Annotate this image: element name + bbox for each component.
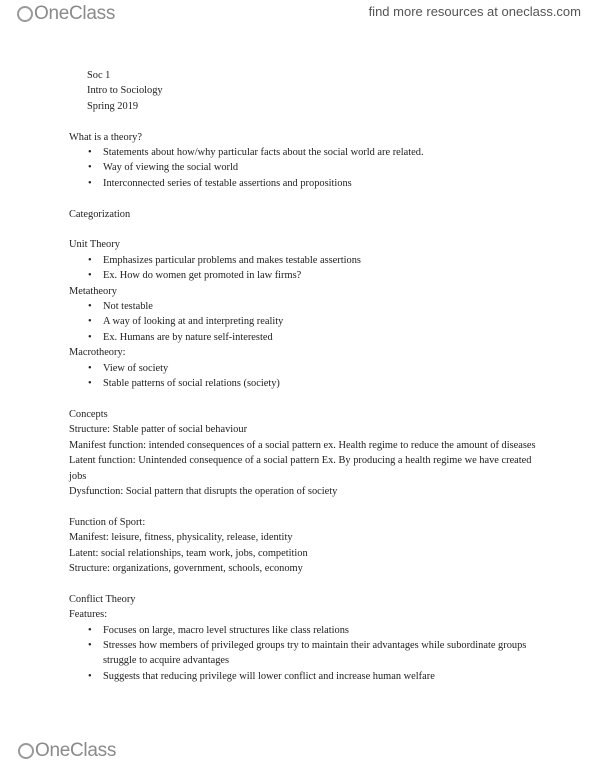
oneclass-logo-footer[interactable] <box>18 740 116 762</box>
section-heading-metatheory: Metatheory <box>69 285 117 297</box>
sport-line: Manifest: leisure, fitness, physicality, release, identity <box>69 532 293 544</box>
logo-wordmark: OneClass <box>34 3 116 24</box>
unit-theory-bullet-list <box>69 253 539 284</box>
section-heading-sport: Function of Sport: <box>69 516 146 528</box>
concept-line: Structure: Stable patter of social behaviour <box>69 424 248 436</box>
list-item: • Statements about how/why particular facts about the social world are related. <box>69 145 539 160</box>
list-item: • Stable patterns of social relations (society) <box>69 376 539 391</box>
sport-line: Structure: organizations, government, schools, economy <box>69 562 303 574</box>
section-heading-theory: What is a theory? <box>69 131 142 143</box>
section-heading-categorization: Categorization <box>69 208 131 220</box>
list-item: • View of society <box>69 361 539 376</box>
list-item: • Ex. Humans are by nature self-interested <box>69 330 539 345</box>
section-heading-concepts: Concepts <box>69 408 108 420</box>
list-item: • Suggests that reducing privilege will lower conflict and increase human welfare <box>69 669 539 684</box>
macrotheory-bullet-list <box>69 361 539 392</box>
top-bar <box>0 0 595 30</box>
list-item: • Focuses on large, macro level structures like class relations <box>69 623 539 638</box>
find-more-resources-link[interactable]: find more resources at oneclass.com <box>368 4 581 19</box>
conflict-bullet-list <box>69 623 539 685</box>
list-item: • Way of viewing the social world <box>69 160 539 175</box>
document-body <box>69 68 539 684</box>
course-term: Spring 2019 <box>87 100 139 112</box>
concept-line: Manifest function: intended consequences of a social pattern ex. Health regime to reduce the amount of diseases <box>69 439 536 451</box>
course-code: Soc 1 <box>87 70 111 81</box>
list-item: • Stresses how members of privileged groups try to maintain their advantages while subordinate groups struggle to acquire advantages <box>69 638 539 669</box>
list-item: • Ex. How do women get promoted in law firms? <box>69 268 539 283</box>
list-item: • Interconnected series of testable assertions and propositions <box>69 176 539 191</box>
oneclass-logo[interactable] <box>17 3 115 25</box>
theory-bullet-list <box>69 145 539 191</box>
logo-circle-icon <box>17 6 33 22</box>
concept-line: Latent function: Unintended consequence of a social pattern Ex. By producing a health regime we have created jobs <box>69 455 532 482</box>
concept-line: Dysfunction: Social pattern that disrupts the operation of society <box>69 485 338 497</box>
course-title: Intro to Sociology <box>87 85 163 97</box>
section-heading-unit-theory: Unit Theory <box>69 239 120 251</box>
section-heading-conflict-theory: Conflict Theory <box>69 593 136 605</box>
list-item: • Emphasizes particular problems and makes testable assertions <box>69 253 539 268</box>
metatheory-bullet-list <box>69 299 539 345</box>
course-header <box>87 68 539 114</box>
logo-circle-icon <box>18 743 34 759</box>
section-heading-macrotheory: Macrotheory: <box>69 347 126 359</box>
list-item: • Not testable <box>69 299 539 314</box>
list-item: • A way of looking at and interpreting reality <box>69 314 539 329</box>
sport-line: Latent: social relationships, team work, jobs, competition <box>69 547 308 559</box>
features-label: Features: <box>69 609 108 621</box>
logo-wordmark: OneClass <box>35 740 117 761</box>
